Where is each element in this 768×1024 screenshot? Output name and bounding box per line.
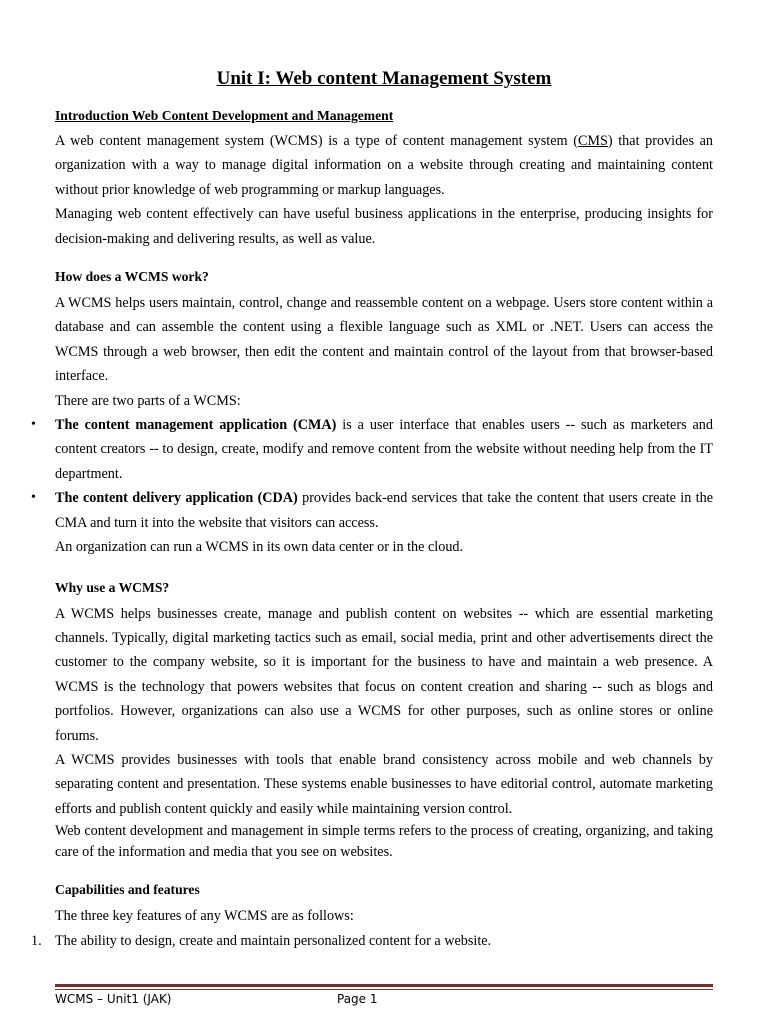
bullet-item-cda <box>55 486 713 535</box>
capabilities-paragraph-1: The three key features of any WCMS are as follows: <box>55 908 354 925</box>
why-paragraph-1: A WCMS helps businesses create, manage and publish content on websites -- which are essential marketing channels. Typically, digital marketing tactics such as email, social media, print and other advertisements direct the customer to the company website, so it is important for the business to have and maintain a web presence. A WCMS is the technology that powers websites that focus on content creation and sharing -- such as blogs and portfolios. However, organizations can also use a WCMS for other purposes, such as online stores or online forums. <box>55 605 713 744</box>
footer-rule-thick <box>55 984 713 987</box>
how-paragraph-3: An organization can run a WCMS in its own data center or in the cloud. <box>55 539 464 556</box>
capabilities-heading: Capabilities and features <box>55 882 200 898</box>
page-title: Unit I: Web content Management System <box>216 68 552 89</box>
footer-rule-thin <box>55 989 713 990</box>
bullet-cda-bold: The content delivery application (CDA) <box>55 490 298 507</box>
why-paragraph-3: Web content development and management in simple terms refers to the process of creating, organizing, and taking care of the information and media that you see on websites. <box>55 823 713 860</box>
bullet-cda-text: provides back-end services that take the content that users create in the CMA and turn it into the website that visitors can access. <box>55 490 713 531</box>
cms-link[interactable]: CMS <box>577 133 608 149</box>
document-body <box>31 106 713 953</box>
how-heading: How does a WCMS work? <box>55 269 209 285</box>
page-number: Page 1 <box>337 992 378 1006</box>
spacer <box>55 560 713 578</box>
intro-text-before: A web content management system (WCMS) is a type of content management system ( <box>55 133 578 149</box>
item-number: 1. <box>31 932 42 949</box>
numbered-item <box>31 929 713 953</box>
how-paragraph-2: There are two parts of a WCMS: <box>55 392 241 409</box>
footer-label: WCMS – Unit1 (JAK) <box>55 992 172 1006</box>
why-paragraph-2: A WCMS provides businesses with tools that enable brand consistency across mobile and web channels by separating content and presentation. These systems enable businesses to have editorial control, automate marketing efforts and publish content quickly and easily while maintaining version control. <box>55 751 713 817</box>
spacer <box>55 862 713 880</box>
item-text: The ability to design, create and maintain personalized content for a website. <box>55 932 492 949</box>
how-paragraph-1: A WCMS helps users maintain, control, change and reassemble content on a webpage. Users store content within a database and can assemble the content using a flexible language such as XML or .NET. Users can access the WCMS through a web browser, then edit the content and maintain control of the layout from that browser-based interface. <box>55 295 713 385</box>
intro-heading: Introduction Web Content Development and Management <box>55 108 394 123</box>
spacer <box>55 251 713 267</box>
intro-paragraph-1 <box>55 129 713 202</box>
intro-paragraph-2: Managing web content effectively can have useful business applications in the enterprise, producing insights for decision-making and delivering results, as well as value. <box>55 206 713 247</box>
why-heading: Why use a WCMS? <box>55 579 170 595</box>
bullet-item-cma <box>55 413 713 486</box>
bullet-cma-bold: The content management application (CMA) <box>55 417 337 434</box>
bullet-cma-text: is a user interface that enables users -- such as marketers and content creators -- to design, create, modify and remove content from the website without needing help from the IT department. <box>55 417 713 482</box>
intro-text-after: ) that provides an organization with a way to manage digital information on a website through creating and maintaining content without prior knowledge of web programming or markup languages. <box>55 133 713 198</box>
